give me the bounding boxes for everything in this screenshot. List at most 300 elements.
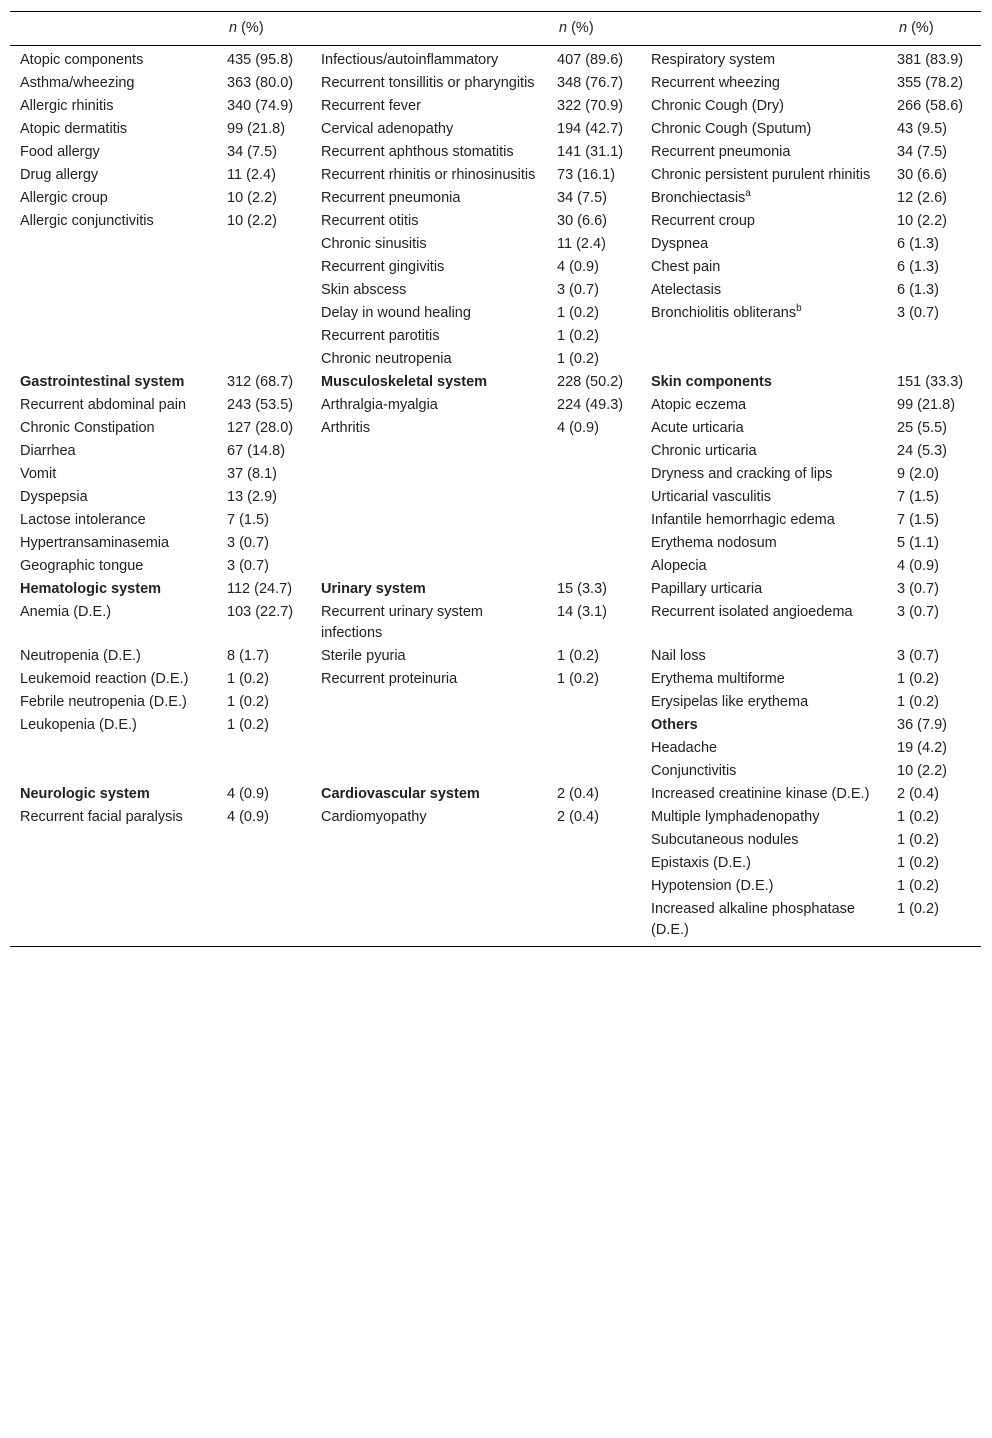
cell-text: 1 (0.2) (897, 901, 939, 917)
cell-text: Skin abscess (321, 282, 407, 298)
cell-label-col1 (10, 691, 219, 714)
cell-label-col1 (10, 141, 219, 164)
cell-text: Bronchiolitis obliterans (651, 305, 797, 321)
cell-text: 2 (0.4) (897, 786, 939, 802)
cell-text: 3 (0.7) (897, 581, 939, 597)
cell-label-col2 (311, 417, 549, 440)
cell-value-col2 (549, 302, 641, 325)
cell-text: Arthritis (321, 420, 371, 436)
cell-value-col3 (889, 645, 981, 668)
cell-label-col3 (641, 72, 889, 95)
cell-text: Multiple lymphadenopathy (651, 809, 820, 825)
cell-label-col2 (311, 601, 549, 645)
table-row (10, 555, 981, 578)
table-row (10, 509, 981, 532)
cell-label-col3 (641, 417, 889, 440)
cell-value-col3 (889, 737, 981, 760)
cell-text: Increased creatinine kinase (D.E.) (651, 786, 870, 802)
cell-label-col2 (311, 829, 549, 852)
cell-label-col3 (641, 463, 889, 486)
cell-text: Alopecia (651, 558, 707, 574)
cell-text: Recurrent croup (651, 213, 755, 229)
cell-text: 4 (0.9) (227, 786, 269, 802)
cell-label-col3 (641, 187, 889, 210)
cell-text: Recurrent facial paralysis (20, 809, 183, 825)
header-row (10, 12, 981, 46)
cell-text: Urinary system (321, 581, 426, 597)
cell-label-col1 (10, 645, 219, 668)
cell-label-col3 (641, 852, 889, 875)
table-row (10, 783, 981, 806)
cell-label-col2 (311, 486, 549, 509)
cell-text: Cervical adenopathy (321, 121, 454, 137)
cell-text: 243 (53.5) (227, 397, 294, 413)
cell-value-col1 (219, 601, 311, 645)
cell-value-col3 (889, 532, 981, 555)
cell-text: 4 (0.9) (897, 558, 939, 574)
cell-text: Recurrent urinary system infections (321, 604, 483, 641)
cell-label-col2 (311, 95, 549, 118)
cell-value-col1 (219, 737, 311, 760)
cell-text: Musculoskeletal system (321, 374, 488, 390)
cell-value-col2 (549, 417, 641, 440)
cell-text: Allergic conjunctivitis (20, 213, 154, 229)
cell-value-col1 (219, 348, 311, 371)
cell-value-col1 (219, 668, 311, 691)
table-row (10, 829, 981, 852)
cell-value-col3 (889, 46, 981, 73)
cell-text: Recurrent pneumonia (321, 190, 461, 206)
cell-label-col2 (311, 325, 549, 348)
cell-text: 348 (76.7) (557, 75, 624, 91)
cell-text: Leukopenia (D.E.) (20, 717, 137, 733)
cell-text: 381 (83.9) (897, 52, 964, 68)
cell-text: Recurrent otitis (321, 213, 419, 229)
data-table (10, 11, 981, 947)
cell-label-col2 (311, 760, 549, 783)
cell-label-col2 (311, 302, 549, 325)
cell-text: 1 (0.2) (897, 832, 939, 848)
cell-text: Diarrhea (20, 443, 76, 459)
cell-value-col3 (889, 141, 981, 164)
cell-text: 3 (0.7) (897, 648, 939, 664)
cell-text: 312 (68.7) (227, 374, 294, 390)
cell-text: Arthralgia-myalgia (321, 397, 438, 413)
cell-value-col1 (219, 532, 311, 555)
cell-text: 127 (28.0) (227, 420, 294, 436)
cell-text: 228 (50.2) (557, 374, 624, 390)
cell-value-col1 (219, 875, 311, 898)
table-row (10, 601, 981, 645)
table-row (10, 760, 981, 783)
cell-value-col3 (889, 829, 981, 852)
cell-text: Recurrent proteinuria (321, 671, 458, 687)
cell-label-col2 (311, 371, 549, 394)
cell-value-col2 (549, 325, 641, 348)
cell-label-col2 (311, 348, 549, 371)
cell-label-col2 (311, 46, 549, 73)
cell-label-col1 (10, 760, 219, 783)
cell-value-col3 (889, 279, 981, 302)
cell-text: Gastrointestinal system (20, 374, 185, 390)
cell-label-col3 (641, 532, 889, 555)
cell-value-col1 (219, 72, 311, 95)
cell-text: 11 (2.4) (227, 167, 276, 183)
header-empty-1 (10, 12, 219, 46)
cell-label-col2 (311, 164, 549, 187)
cell-value-col3 (889, 210, 981, 233)
cell-text: Erysipelas like erythema (651, 694, 809, 710)
cell-value-col3 (889, 417, 981, 440)
cell-label-col1 (10, 714, 219, 737)
table-row (10, 325, 981, 348)
cell-text: 12 (2.6) (897, 190, 947, 206)
cell-text: 112 (24.7) (227, 581, 293, 597)
cell-label-col2 (311, 509, 549, 532)
cell-text: 224 (49.3) (557, 397, 624, 413)
cell-label-col1 (10, 95, 219, 118)
table-row (10, 668, 981, 691)
cell-label-col2 (311, 72, 549, 95)
cell-value-col3 (889, 806, 981, 829)
cell-label-col2 (311, 279, 549, 302)
cell-label-col1 (10, 72, 219, 95)
cell-value-col1 (219, 829, 311, 852)
cell-text: 30 (6.6) (897, 167, 947, 183)
cell-label-col2 (311, 645, 549, 668)
cell-text: 1 (0.2) (897, 694, 939, 710)
table-row (10, 578, 981, 601)
cell-value-col2 (549, 371, 641, 394)
cell-text: 1 (0.2) (897, 671, 939, 687)
cell-label-col1 (10, 348, 219, 371)
cell-text: Infectious/autoinflammatory (321, 52, 499, 68)
cell-value-col2 (549, 187, 641, 210)
cell-text: 13 (2.9) (227, 489, 277, 505)
cell-value-col3 (889, 898, 981, 947)
cell-value-col1 (219, 463, 311, 486)
cell-label-col2 (311, 806, 549, 829)
cell-label-col1 (10, 164, 219, 187)
cell-text: Anemia (D.E.) (20, 604, 112, 620)
cell-text: 3 (0.7) (897, 305, 939, 321)
cell-value-col3 (889, 164, 981, 187)
header-n-percent-2: n (%) (559, 20, 594, 36)
cell-text: Febrile neutropenia (D.E.) (20, 694, 187, 710)
cell-text: Recurrent rhinitis or rhinosinusitis (321, 167, 536, 183)
cell-text: 103 (22.7) (227, 604, 294, 620)
cell-value-col1 (219, 852, 311, 875)
cell-value-col2 (549, 875, 641, 898)
cell-value-col2 (549, 279, 641, 302)
cell-value-col2 (549, 555, 641, 578)
cell-text: Recurrent aphthous stomatitis (321, 144, 514, 160)
cell-label-col2 (311, 256, 549, 279)
cell-label-col1 (10, 417, 219, 440)
cell-text: 1 (0.2) (897, 809, 939, 825)
cell-value-col2 (549, 852, 641, 875)
cell-text: 1 (0.2) (557, 671, 599, 687)
cell-text: 4 (0.9) (227, 809, 269, 825)
cell-text: Food allergy (20, 144, 100, 160)
cell-label-col1 (10, 233, 219, 256)
cell-label-col1 (10, 394, 219, 417)
cell-value-col3 (889, 760, 981, 783)
cell-value-col2 (549, 233, 641, 256)
cell-text: Delay in wound healing (321, 305, 471, 321)
cell-text: Recurrent tonsillitis or pharyngitis (321, 75, 535, 91)
cell-text: Hypotension (D.E.) (651, 878, 774, 894)
cell-text: Bronchiectasis (651, 190, 746, 206)
cell-label-col3 (641, 783, 889, 806)
cell-value-col3 (889, 394, 981, 417)
cell-value-col2 (549, 783, 641, 806)
cell-value-col1 (219, 302, 311, 325)
cell-label-col1 (10, 371, 219, 394)
cell-text: Leukemoid reaction (D.E.) (20, 671, 189, 687)
cell-label-col3 (641, 141, 889, 164)
cell-value-col2 (549, 806, 641, 829)
cell-label-col1 (10, 737, 219, 760)
cell-label-col1 (10, 875, 219, 898)
cell-text: 30 (6.6) (557, 213, 607, 229)
cell-value-col1 (219, 210, 311, 233)
cell-text: 10 (2.2) (227, 190, 277, 206)
cell-label-col2 (311, 394, 549, 417)
cell-text: Atelectasis (651, 282, 722, 298)
cell-text: 1 (0.2) (557, 351, 599, 367)
cell-text: 5 (1.1) (897, 535, 939, 551)
cell-label-col3 (641, 371, 889, 394)
cell-text: 1 (0.2) (897, 855, 939, 871)
cell-value-col1 (219, 256, 311, 279)
cell-value-col2 (549, 760, 641, 783)
cell-label-col2 (311, 714, 549, 737)
cell-value-col3 (889, 440, 981, 463)
cell-value-col2 (549, 463, 641, 486)
cell-value-col2 (549, 141, 641, 164)
cell-text: Recurrent pneumonia (651, 144, 791, 160)
cell-label-col1 (10, 256, 219, 279)
cell-text: 4 (0.9) (557, 259, 599, 275)
cell-label-col1 (10, 187, 219, 210)
table-row (10, 256, 981, 279)
cell-value-col1 (219, 806, 311, 829)
table-row (10, 46, 981, 73)
cell-label-col3 (641, 486, 889, 509)
cell-text: 37 (8.1) (227, 466, 277, 482)
cell-value-col2 (549, 737, 641, 760)
cell-value-col1 (219, 509, 311, 532)
cell-text: 1 (0.2) (557, 648, 599, 664)
table-row (10, 371, 981, 394)
cell-label-col1 (10, 532, 219, 555)
cell-label-col3 (641, 256, 889, 279)
cell-label-col2 (311, 691, 549, 714)
cell-value-col3 (889, 302, 981, 325)
table-row (10, 233, 981, 256)
cell-value-col3 (889, 95, 981, 118)
cell-label-col3 (641, 210, 889, 233)
cell-text: Recurrent wheezing (651, 75, 780, 91)
cell-value-col2 (549, 348, 641, 371)
cell-value-col2 (549, 486, 641, 509)
table-row (10, 486, 981, 509)
cell-label-col2 (311, 668, 549, 691)
cell-text: Papillary urticaria (651, 581, 763, 597)
cell-value-col2 (549, 829, 641, 852)
cell-text: 1 (0.2) (227, 717, 269, 733)
cell-value-col3 (889, 72, 981, 95)
cell-text: Drug allergy (20, 167, 99, 183)
cell-label-col2 (311, 532, 549, 555)
cell-text: Erythema nodosum (651, 535, 777, 551)
cell-text: Allergic croup (20, 190, 108, 206)
cell-text: 407 (89.6) (557, 52, 624, 68)
cell-value-col3 (889, 325, 981, 348)
cell-text: 3 (0.7) (227, 558, 269, 574)
cell-text: 1 (0.2) (557, 305, 599, 321)
cell-text: 67 (14.8) (227, 443, 286, 459)
cell-value-col2 (549, 118, 641, 141)
cell-text: Cardiovascular system (321, 786, 480, 802)
cell-text: Chronic Cough (Sputum) (651, 121, 812, 137)
cell-text: 34 (7.5) (557, 190, 607, 206)
cell-label-col3 (641, 691, 889, 714)
header-empty-2 (311, 12, 549, 46)
cell-label-col1 (10, 898, 219, 947)
cell-text: 2 (0.4) (557, 809, 599, 825)
cell-value-col1 (219, 486, 311, 509)
cell-value-col1 (219, 325, 311, 348)
cell-text: Urticarial vasculitis (651, 489, 772, 505)
cell-text: 10 (2.2) (897, 763, 947, 779)
table-row (10, 141, 981, 164)
cell-value-col2 (549, 578, 641, 601)
cell-label-col3 (641, 46, 889, 73)
cell-label-col1 (10, 509, 219, 532)
cell-label-col1 (10, 302, 219, 325)
cell-label-col3 (641, 760, 889, 783)
cell-text: Respiratory system (651, 52, 776, 68)
cell-label-col1 (10, 829, 219, 852)
header-empty-3 (641, 12, 889, 46)
cell-label-col1 (10, 463, 219, 486)
cell-text: 7 (1.5) (227, 512, 269, 528)
cell-text: Dyspnea (651, 236, 709, 252)
cell-text: Sterile pyuria (321, 648, 406, 664)
cell-text: Chronic persistent purulent rhinitis (651, 167, 871, 183)
cell-label-col1 (10, 668, 219, 691)
cell-value-col1 (219, 691, 311, 714)
cell-label-col3 (641, 440, 889, 463)
cell-label-col1 (10, 578, 219, 601)
cell-text: 6 (1.3) (897, 282, 939, 298)
cell-text: Neutropenia (D.E.) (20, 648, 141, 664)
cell-text: Others (651, 717, 698, 733)
cell-label-col3 (641, 233, 889, 256)
cell-label-col2 (311, 440, 549, 463)
cell-text: Acute urticaria (651, 420, 744, 436)
cell-value-col3 (889, 348, 981, 371)
cell-value-col3 (889, 187, 981, 210)
cell-value-col3 (889, 578, 981, 601)
cell-text: Erythema multiforme (651, 671, 785, 687)
cell-text: Nail loss (651, 648, 706, 664)
cell-text: 14 (3.1) (557, 604, 607, 620)
cell-label-col2 (311, 783, 549, 806)
cell-value-col2 (549, 898, 641, 947)
cell-text: 24 (5.3) (897, 443, 947, 459)
cell-label-col3 (641, 164, 889, 187)
cell-text: 34 (7.5) (897, 144, 947, 160)
cell-value-col1 (219, 440, 311, 463)
cell-text: Recurrent isolated angioedema (651, 604, 853, 620)
table-row (10, 645, 981, 668)
cell-text: 6 (1.3) (897, 236, 939, 252)
cell-value-col3 (889, 875, 981, 898)
cell-label-col1 (10, 279, 219, 302)
cell-text: Cardiomyopathy (321, 809, 427, 825)
cell-label-col3 (641, 302, 889, 325)
cell-text: 151 (33.3) (897, 374, 964, 390)
cell-text: Recurrent gingivitis (321, 259, 445, 275)
table-row (10, 898, 981, 947)
cell-text: Recurrent abdominal pain (20, 397, 187, 413)
cell-value-col1 (219, 578, 311, 601)
cell-value-col1 (219, 95, 311, 118)
cell-text: 435 (95.8) (227, 52, 294, 68)
cell-text: Epistaxis (D.E.) (651, 855, 751, 871)
cell-label-col3 (641, 578, 889, 601)
cell-label-col1 (10, 486, 219, 509)
cell-label-col2 (311, 463, 549, 486)
cell-value-col2 (549, 256, 641, 279)
cell-text: 25 (5.5) (897, 420, 947, 436)
cell-value-col3 (889, 371, 981, 394)
cell-value-col2 (549, 164, 641, 187)
cell-value-col1 (219, 394, 311, 417)
cell-label-col3 (641, 645, 889, 668)
cell-label-col1 (10, 806, 219, 829)
cell-value-col3 (889, 555, 981, 578)
cell-value-col3 (889, 601, 981, 645)
table-row (10, 210, 981, 233)
cell-label-col2 (311, 555, 549, 578)
cell-text: Atopic dermatitis (20, 121, 128, 137)
cell-text: Skin components (651, 374, 772, 390)
table-row (10, 737, 981, 760)
table-row (10, 95, 981, 118)
cell-text: Atopic components (20, 52, 144, 68)
cell-text: Subcutaneous nodules (651, 832, 799, 848)
cell-value-col2 (549, 532, 641, 555)
table-row (10, 348, 981, 371)
cell-label-col3 (641, 118, 889, 141)
cell-value-col2 (549, 210, 641, 233)
cell-text: Chronic urticaria (651, 443, 757, 459)
cell-text: 363 (80.0) (227, 75, 294, 91)
cell-text: Asthma/wheezing (20, 75, 135, 91)
cell-value-col1 (219, 279, 311, 302)
cell-text: Neurologic system (20, 786, 150, 802)
cell-label-col1 (10, 210, 219, 233)
cell-label-col1 (10, 601, 219, 645)
cell-value-col1 (219, 555, 311, 578)
cell-label-col3 (641, 95, 889, 118)
cell-label-col1 (10, 118, 219, 141)
table-header (10, 12, 981, 46)
